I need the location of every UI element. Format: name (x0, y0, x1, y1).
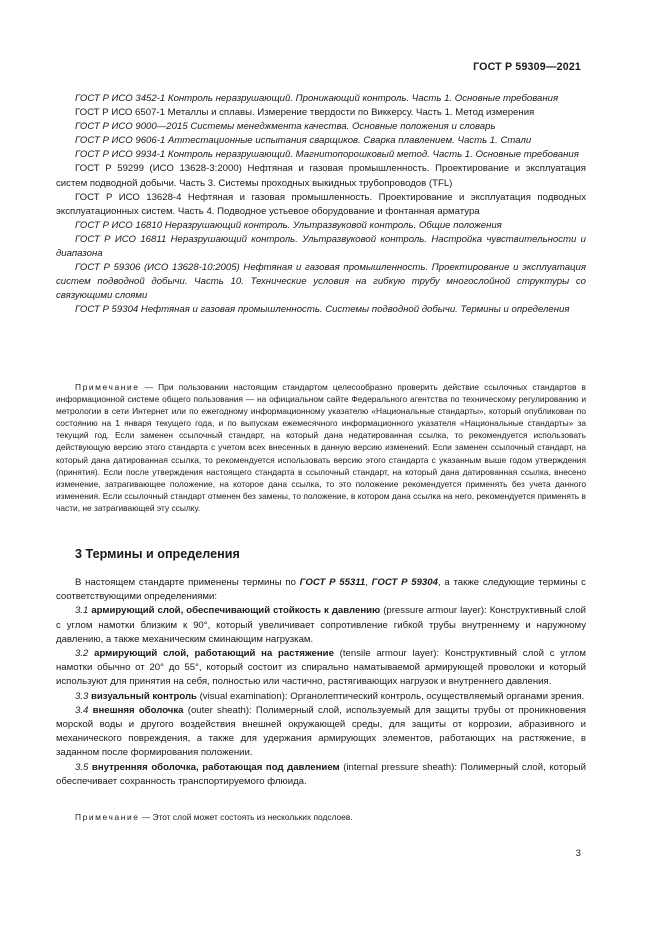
term-name: визуальный контроль (91, 690, 197, 702)
reference-item: ГОСТ Р 59306 (ИСО 13628-10:2005) Нефтяная и газовая промышленность. Проектирование и эксплуатация систем подводной добычи. Часть 10. Технические условия на гибкую трубу многослойной структуры со связующими слоями (56, 262, 586, 302)
reference-item: ГОСТ Р ИСО 9000—2015 Системы менеджмента качества. Основные положения и словарь (75, 121, 496, 133)
term-definition (56, 604, 586, 647)
reference-item: ГОСТ Р 59304 Нефтяная и газовая промышленность. Системы подводной добычи. Термины и определения (75, 304, 570, 316)
note-text: — Этот слой может состоять из нескольких подслоев. (139, 812, 353, 822)
term-name: армирующий слой, обеспечивающий стойкость к давлению (91, 605, 381, 617)
intro-text: В настоящем стандарте применены термины по (75, 577, 300, 588)
term-number: 3.4 (75, 704, 89, 716)
note-label: Примечание (75, 812, 140, 822)
term-name: армирующий слой, работающий на растяжение (94, 648, 334, 660)
section-heading: 3 Термины и определения (75, 547, 240, 561)
term-def: (tensile armour layer): Конструктивный слой с углом намотки обычно от 20° до 55°, который состоит из спирально наматываемой армирующей проволоки и который используют для принятия на себя, полностью или частично, растягивающих нагрузок и внутреннего давления. (56, 648, 587, 688)
term-def: (pressure armour layer): Конструктивный слой с углом намотки близким к 90°, который увеличивает сопротивление гибкой трубы внутреннему и наружному давлению, а также механическим сминающим нагрузкам. (56, 605, 587, 645)
term-definition (56, 761, 586, 789)
term-def: (internal pressure sheath): Полимерный слой, который обеспечивает сохранность транспортируемого флюида. (56, 761, 586, 787)
term-number: 3.1 (75, 605, 89, 617)
reference-item: ГОСТ Р ИСО 6507-1 Металлы и сплавы. Измерение твердости по Виккерсу. Часть 1. Метод измерения (75, 107, 535, 119)
normative-references-list (56, 92, 586, 318)
term-definition (56, 690, 586, 704)
term-def: (visual examination): Органолептический контроль, осуществляемый органами зрения. (196, 690, 585, 702)
page-number: 3 (575, 848, 581, 859)
term-note (56, 811, 586, 823)
document-header-id: ГОСТ Р 59309—2021 (473, 61, 581, 73)
note-text: — При пользовании настоящим стандартом целесообразно проверить действие ссылочных стандартов в информационной системе общего пользования — на официальном сайте Федерального агентства по техническому регулированию и метрологии в сети Интернет или по ежегодному информационному указателю «Национальные стандарты», который опубликован по состоянию на 1 января текущего года, и по выпускам ежемесячного информационного указателя «Национальные стандарты» за текущий год. Если заменен ссылочный стандарт, на который дана недатированная ссылка, то рекомендуется использовать действующую версию этого стандарта с учетом всех внесенных в данную версию изменений. Если заменен ссылочный стандарт, на который дана датированная ссылка, то рекомендуется использовать версию этого стандарта с указанным выше годом утверждения (принятия). Если после утверждения настоящего стандарта в ссылочный стандарт, на который дана датированная ссылка, внесено изменение, затрагивающее положение, на которое дана ссылка, то это положение рекомендуется применять без учета данного изменения. Если ссылочный стандарт отменен без замены, то положение, в котором дана ссылка на него, рекомендуется применять в части, не затрагивающей эту ссылку. (56, 382, 586, 513)
reference-item: ГОСТ Р ИСО 13628-4 Нефтяная и газовая промышленность. Проектирование и эксплуатация подводных эксплуатационных систем. Часть 4. Подводное устьевое оборудование и фонтанная арматура (56, 191, 586, 217)
reference-item: ГОСТ Р ИСО 3452-1 Контроль неразрушающий. Проникающий контроль. Часть 1. Основные требования (75, 93, 559, 104)
intro-separator: , (365, 577, 372, 588)
term-number: 3.5 (75, 761, 89, 773)
reference-item: ГОСТ Р 59299 (ИСО 13628-3:2000) Нефтяная и газовая промышленность. Проектирование и эксплуатация систем подводной добычи. Часть 3. Системы проходных выкидных трубопроводов (TFL) (56, 163, 586, 189)
term-number: 3.3 (75, 690, 89, 702)
term-definition (56, 704, 586, 761)
reference-item: ГОСТ Р ИСО 9934-1 Контроль неразрушающий. Магнитопорошковый метод. Часть 1. Основные требования (75, 149, 579, 161)
reference-item: ГОСТ Р ИСО 16811 Неразрушающий контроль. Ультразвуковой контроль. Настройка чувствительности и диапазона (56, 233, 586, 260)
intro-ref-55311: ГОСТ Р 55311 (299, 577, 366, 588)
term-def: (outer sheath): Полимерный слой, используемый для защиты трубы от проникновения морской воды и другого воздействия внешней окружающей среды, для защиты от коррозии, абразивного и механического повреждения, а также для удержания армирующих элементов, работающих на растяжение, в заданном после формирования положении. (56, 704, 587, 759)
term-name: внешняя оболочка (92, 704, 184, 716)
reference-item: ГОСТ Р ИСО 9606-1 Аттестационные испытания сварщиков. Сварка плавлением. Часть 1. Стали (75, 135, 532, 147)
reference-item: ГОСТ Р ИСО 16810 Неразрушающий контроль. Ультразвуковой контроль. Общие положения (75, 219, 502, 231)
references-note (56, 381, 586, 514)
terms-intro (56, 576, 586, 604)
term-number: 3.2 (75, 648, 89, 660)
terms-section (56, 576, 586, 789)
intro-text-end: , а также следующие термины с соответствующими определениями: (56, 577, 586, 603)
intro-ref-59304: ГОСТ Р 59304 (371, 577, 438, 588)
term-definition (56, 647, 586, 690)
note-label: Примечание (75, 382, 140, 392)
term-name: внутренняя оболочка, работающая под давлением (91, 761, 340, 773)
